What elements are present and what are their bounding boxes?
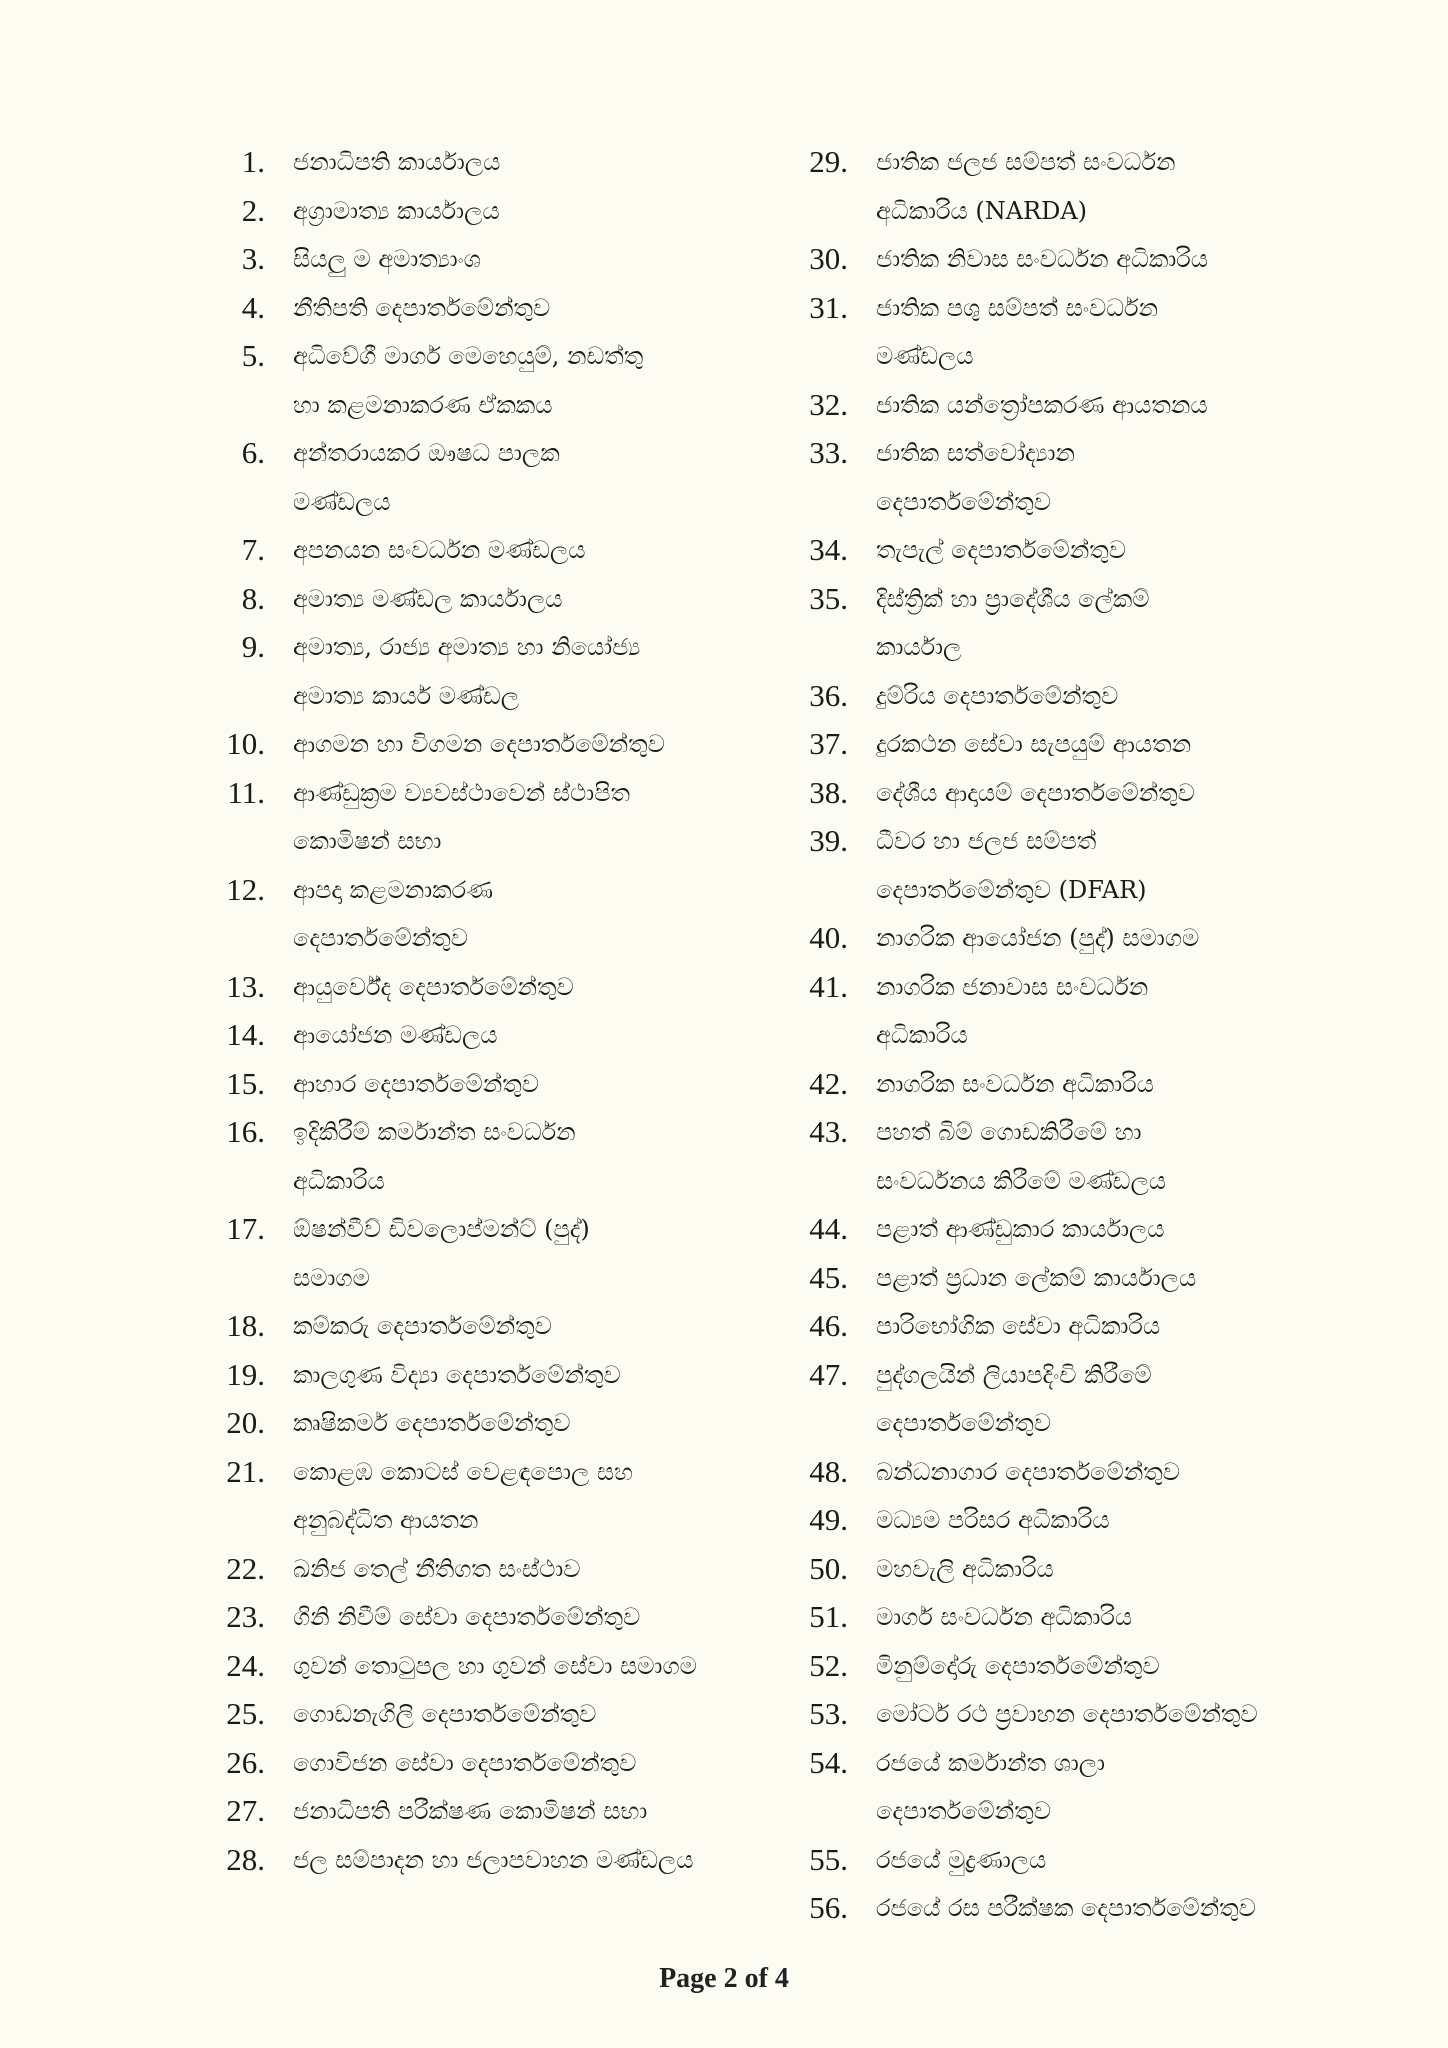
list-item [788, 672, 1348, 721]
item-number: 17. [226, 1211, 265, 1246]
item-number: 2. [241, 192, 265, 228]
item-text [848, 575, 1348, 672]
list-item [205, 284, 765, 333]
item-text [265, 429, 765, 526]
item-text-line: ජාතික පශු සම්පත් සංවර්ධන [876, 293, 1159, 322]
item-text-line: ආහාර දෙපාර්තමේන්තුව [293, 1069, 539, 1098]
item-number: 14. [226, 1017, 265, 1052]
list-item [788, 526, 1348, 575]
list-item [205, 1787, 765, 1836]
item-text [848, 138, 1348, 235]
institution-list-right [788, 138, 1348, 1933]
item-number: 43. [809, 1114, 848, 1149]
item-number: 32. [809, 386, 848, 422]
item-text-line: සංවර්ධනය කිරීමේ මණ්ඩලය [876, 1166, 1167, 1195]
item-text-line: අමාත්‍ය මණ්ඩල කාර්යාලය [293, 584, 563, 613]
item-number: 37. [809, 726, 848, 761]
item-number: 40. [809, 920, 848, 955]
item-text-line: තැපැල් දෙපාර්තමේන්තුව [876, 536, 1127, 564]
item-number: 41. [809, 968, 848, 1004]
item-text [265, 1108, 765, 1205]
item-number: 52. [809, 1647, 848, 1683]
list-item [788, 769, 1348, 818]
list-item [205, 1205, 765, 1302]
item-text-line: දිස්ත්‍රික් හා ප්‍රාදේශීය ලේකම් [876, 584, 1150, 613]
list-item [205, 720, 765, 769]
list-item [788, 138, 1348, 235]
list-item [205, 1399, 765, 1448]
item-text [848, 1108, 1348, 1205]
item-text [265, 1836, 765, 1885]
item-text-line: ජාතික යන්ත්‍රෝපකරණ ආයතනය [876, 390, 1208, 419]
item-number: 50. [809, 1550, 848, 1586]
list-item [205, 1690, 765, 1739]
list-item [205, 963, 765, 1012]
item-text [848, 769, 1348, 818]
item-text-line: අග්‍රාමාත්‍ය කාර්යාලය [293, 196, 500, 225]
item-text-line: ඛනිජ තෙල් නීතිගත සංස්ථාව [293, 1554, 581, 1583]
list-item [788, 1836, 1348, 1885]
item-number: 46. [809, 1308, 848, 1343]
item-number: 25. [226, 1696, 265, 1731]
item-text-line: ධීවර හා ජලජ සම්පත් [876, 827, 1097, 855]
list-item [788, 817, 1348, 914]
item-text [265, 187, 765, 236]
item-number: 54. [809, 1744, 848, 1780]
item-text-line: නාගරික ජනාවාස සංවර්ධන [876, 972, 1149, 1001]
item-number: 6. [241, 435, 265, 470]
item-text-line: පුද්ගලයින් ලියාපදිංචි කිරීමේ [876, 1360, 1152, 1389]
item-text-line: ගිනි නිවීම් සේවා දෙපාර්තමේන්තුව [293, 1603, 641, 1631]
item-text-line: ආපදා කළමනාකරණ [293, 875, 494, 904]
item-text-line: නාගරික සංවර්ධන අධිකාරිය [876, 1069, 1154, 1098]
list-item [205, 429, 765, 526]
item-text-line: නාගරික ආයෝජන (පුද්) සමාගම [876, 924, 1200, 952]
item-text-line: දෙපාර්තමේන්තුව [876, 1797, 1051, 1825]
list-item [788, 284, 1348, 381]
list-item [788, 1496, 1348, 1545]
list-item [205, 1060, 765, 1109]
item-number: 23. [226, 1599, 265, 1634]
list-item [788, 1545, 1348, 1594]
item-text [848, 1884, 1348, 1933]
item-number: 11. [227, 774, 265, 810]
item-text-line: ගොඩනැගිලි දෙපාර්තමේන්තුව [293, 1700, 597, 1728]
list-item [788, 235, 1348, 284]
list-item [788, 914, 1348, 963]
item-text [848, 1690, 1348, 1739]
item-text-line: දේශීය ආදායම් දෙපාර්තමේන්තුව [876, 778, 1195, 807]
item-text-line: සියලු ම අමාත්‍යාංශ [293, 245, 481, 273]
list-item [205, 138, 765, 187]
item-text [265, 1011, 765, 1060]
list-item [788, 1108, 1348, 1205]
list-item [205, 1302, 765, 1351]
institution-list-left [205, 138, 765, 1884]
item-text [848, 235, 1348, 284]
item-text-line: පහත් බිම් ගොඩකිරීමේ හා [876, 1118, 1142, 1146]
list-item [205, 187, 765, 236]
item-text [848, 1496, 1348, 1545]
item-text-line: ආයෝජන මණ්ඩලය [293, 1021, 498, 1049]
item-text-line: මාර්ග සංවර්ධන අධිකාරිය [876, 1603, 1133, 1631]
item-text [265, 1545, 765, 1594]
item-text-line: අධිකාරිය (NARDA) [876, 196, 1088, 225]
item-text [265, 1739, 765, 1788]
item-number: 10. [226, 726, 265, 761]
item-text-line: මිනුම්දෝරු දෙපාර්තමේන්තුව [876, 1651, 1160, 1680]
item-text-line: ගුවන් තොටුපල හා ගුවන් සේවා සමාගම [293, 1651, 697, 1680]
list-item [788, 1060, 1348, 1109]
item-text [848, 1545, 1348, 1594]
item-text [848, 1302, 1348, 1351]
item-text-line: කාර්යාල [876, 633, 962, 661]
item-number: 30. [809, 241, 848, 276]
item-text-line: ජල සම්පාදන හා ජලාපවාහන මණ්ඩලය [293, 1845, 694, 1874]
item-number: 27. [226, 1793, 265, 1828]
list-item [788, 1739, 1348, 1836]
item-number: 8. [241, 580, 265, 616]
item-number: 42. [809, 1065, 848, 1101]
item-text-line: කෘෂිකර්ම දෙපාර්තමේන්තුව [293, 1409, 571, 1437]
item-text-line: ආයුර්වේද දෙපාර්තමේන්තුව [293, 972, 574, 1001]
item-text-line: ඉදිකිරීම් කර්මාන්ත සංවර්ධන [293, 1118, 576, 1146]
item-number: 18. [226, 1308, 265, 1343]
item-text-line: මණ්ඩලය [293, 487, 391, 516]
list-item [205, 235, 765, 284]
item-text [848, 914, 1348, 963]
item-text [265, 332, 765, 429]
item-text [848, 429, 1348, 526]
item-number: 47. [809, 1356, 848, 1392]
item-text [265, 284, 765, 333]
item-text-line: කාලගුණ විද්‍යා දෙපාර්තමේන්තුව [293, 1360, 621, 1389]
item-text [265, 1642, 765, 1691]
list-item [788, 429, 1348, 526]
item-text [848, 1254, 1348, 1303]
item-text-line: කොමිෂන් සභා [293, 827, 442, 855]
item-text-line: දෙපාර්තමේන්තුව [876, 487, 1051, 516]
item-text-line: දෙපාර්තමේන්තුව [876, 1409, 1051, 1437]
item-text-line: බන්ධනාගාර දෙපාර්තමේන්තුව [876, 1457, 1180, 1486]
item-text [265, 1593, 765, 1642]
item-text [848, 1448, 1348, 1497]
item-number: 38. [809, 774, 848, 810]
list-item [788, 381, 1348, 430]
list-item [205, 332, 765, 429]
item-text [265, 575, 765, 624]
list-item [788, 1351, 1348, 1448]
item-text-line: දෙපාර්තමේන්තුව [293, 924, 468, 952]
item-number: 22. [226, 1550, 265, 1586]
item-text-line: අනුබද්ධිත ආයතන [293, 1506, 479, 1534]
item-text-line: අමාත්‍ය, රාජ්‍ය අමාත්‍ය හා නියෝජ්‍ය [293, 633, 641, 661]
item-text-line: මධ්‍යම පරිසර අධිකාරිය [876, 1506, 1110, 1534]
list-item [788, 1642, 1348, 1691]
list-item [788, 1593, 1348, 1642]
list-item [788, 1448, 1348, 1497]
list-item [205, 526, 765, 575]
list-item [788, 1690, 1348, 1739]
item-text [848, 526, 1348, 575]
item-text-line: රජයේ රස පරීක්ෂක දෙපාර්තමේන්තුව [876, 1894, 1256, 1922]
item-text [265, 866, 765, 963]
list-item [205, 1593, 765, 1642]
item-number: 1. [241, 144, 265, 179]
list-item [788, 1884, 1348, 1933]
item-text-line: දුම්රිය දෙපාර්තමේන්තුව [876, 681, 1119, 710]
item-text [848, 1836, 1348, 1885]
item-number: 24. [226, 1647, 265, 1683]
item-text [848, 1351, 1348, 1448]
item-text-line: අධිවේගී මාර්ග මෙහෙයුම්, නඩත්තු [293, 342, 644, 370]
item-text-line: රජයේ කර්මාන්ත ශාලා [876, 1748, 1105, 1777]
item-number: 12. [226, 871, 265, 907]
list-item [788, 963, 1348, 1060]
item-number: 16. [226, 1114, 265, 1149]
list-item [205, 1448, 765, 1545]
item-text-line: නීතිපති දෙපාර්තමේන්තුව [293, 293, 551, 322]
item-text [265, 1351, 765, 1400]
item-number: 19. [226, 1356, 265, 1392]
list-item [205, 1739, 765, 1788]
item-text-line: ආගමන හා විගමන දෙපාර්තමේන්තුව [293, 730, 665, 758]
item-text [265, 526, 765, 575]
item-text-line: අපනයන සංවර්ධන මණ්ඩලය [293, 536, 586, 564]
item-text [265, 1787, 765, 1836]
list-item [205, 1351, 765, 1400]
item-number: 31. [809, 289, 848, 325]
item-number: 49. [809, 1502, 848, 1537]
item-number: 20. [226, 1405, 265, 1440]
item-number: 51. [809, 1599, 848, 1634]
item-number: 9. [241, 629, 265, 664]
list-item [205, 1108, 765, 1205]
item-text-line: සමාගම [293, 1263, 370, 1292]
item-number: 45. [809, 1259, 848, 1295]
item-text-line: අමාත්‍ය කාර්ය මණ්ඩල [293, 681, 520, 710]
item-text-line: මණ්ඩලය [876, 342, 974, 370]
list-item [788, 1302, 1348, 1351]
item-text-line: අධිකාරිය [293, 1166, 385, 1195]
list-item [788, 1205, 1348, 1254]
list-item [205, 769, 765, 866]
item-text [265, 1205, 765, 1302]
item-text [265, 235, 765, 284]
item-text-line: පළාත් ප්‍රධාන ලේකම් කාර්යාලය [876, 1263, 1197, 1292]
item-text-line: අධිකාරිය [876, 1021, 968, 1049]
item-number: 48. [809, 1453, 848, 1489]
item-text [848, 720, 1348, 769]
item-text-line: ජාතික ජලජ සම්පත් සංවර්ධන [876, 148, 1176, 176]
item-text [848, 284, 1348, 381]
item-number: 29. [809, 144, 848, 179]
list-item [205, 623, 765, 720]
item-number: 7. [241, 532, 265, 567]
item-number: 33. [809, 435, 848, 470]
item-number: 53. [809, 1696, 848, 1731]
item-number: 56. [809, 1890, 848, 1925]
list-item [205, 575, 765, 624]
item-number: 5. [241, 338, 265, 373]
item-text [848, 1739, 1348, 1836]
item-number: 13. [226, 968, 265, 1004]
item-text-line: හා කළමනාකරණ ඒකකය [293, 390, 553, 419]
item-number: 34. [809, 532, 848, 567]
item-text-line: ගොවිජන සේවා දෙපාර්තමේන්තුව [293, 1748, 637, 1777]
list-item [205, 1011, 765, 1060]
item-text-line: පළාත් ආණ්ඩුකාර කාර්යාලය [876, 1215, 1165, 1243]
list-item [788, 575, 1348, 672]
item-text [265, 1690, 765, 1739]
item-text-line: මහවැලි අධිකාරිය [876, 1554, 1054, 1583]
item-number: 15. [226, 1065, 265, 1101]
item-text [848, 672, 1348, 721]
item-text-line: පාරිභෝගික සේවා අධිකාරිය [876, 1312, 1161, 1340]
item-number: 39. [809, 823, 848, 858]
item-text [265, 138, 765, 187]
item-text-line: දෙපාර්තමේන්තුව (DFAR) [876, 875, 1147, 904]
item-text-line: ජාතික සත්වෝද්‍යාන [876, 439, 1075, 467]
item-number: 21. [226, 1453, 265, 1489]
item-text [265, 623, 765, 720]
item-text [265, 1302, 765, 1351]
item-text [265, 769, 765, 866]
item-text-line: ජනාධිපති පරීක්ෂණ කොමිෂන් සභා [293, 1797, 648, 1825]
item-text-line: රජයේ මුද්‍රණාලය [876, 1845, 1047, 1874]
item-text-line: කම්කරු දෙපාර්තමේන්තුව [293, 1312, 552, 1340]
item-text-line: දුරකථන සේවා සැපයුම් ආයතන [876, 730, 1192, 758]
list-item [788, 720, 1348, 769]
item-number: 4. [241, 289, 265, 325]
item-text-line: ජනාධිපති කාර්යාලය [293, 148, 501, 176]
list-item [205, 866, 765, 963]
item-text [848, 1642, 1348, 1691]
item-text [848, 1060, 1348, 1109]
item-text [848, 963, 1348, 1060]
item-text [848, 381, 1348, 430]
item-number: 26. [226, 1744, 265, 1780]
item-text [265, 963, 765, 1012]
item-number: 3. [241, 241, 265, 276]
list-item [205, 1836, 765, 1885]
item-number: 36. [809, 677, 848, 713]
list-item [205, 1545, 765, 1594]
item-text-line: ආණ්ඩුක්‍රම ව්‍යවස්ථාවෙන් ස්ථාපිත [293, 778, 630, 807]
item-number: 35. [809, 580, 848, 616]
item-text-line: අන්තරායකර ඖෂධ පාලක [293, 439, 560, 467]
item-text [848, 1205, 1348, 1254]
page-number: Page 2 of 4 [659, 1963, 789, 1994]
item-number: 55. [809, 1841, 848, 1877]
item-text [265, 720, 765, 769]
item-text [265, 1399, 765, 1448]
list-item [788, 1254, 1348, 1303]
item-text-line: මෝටර් රථ ප්‍රවාහන දෙපාර්තමේන්තුව [876, 1700, 1258, 1728]
item-number: 44. [809, 1211, 848, 1246]
item-number: 28. [226, 1841, 265, 1877]
item-text [848, 1593, 1348, 1642]
item-text [265, 1060, 765, 1109]
item-text [265, 1448, 765, 1545]
item-text-line: ඕෂන්වීව් ඩිවලොප්මන්ට් (පුද්) [293, 1215, 590, 1243]
item-text [848, 817, 1348, 914]
list-item [205, 1642, 765, 1691]
item-text-line: කොළඹ කොටස් වෙළඳපොල සහ [293, 1457, 634, 1486]
item-text-line: ජාතික නිවාස සංවර්ධන අධිකාරිය [876, 245, 1208, 273]
